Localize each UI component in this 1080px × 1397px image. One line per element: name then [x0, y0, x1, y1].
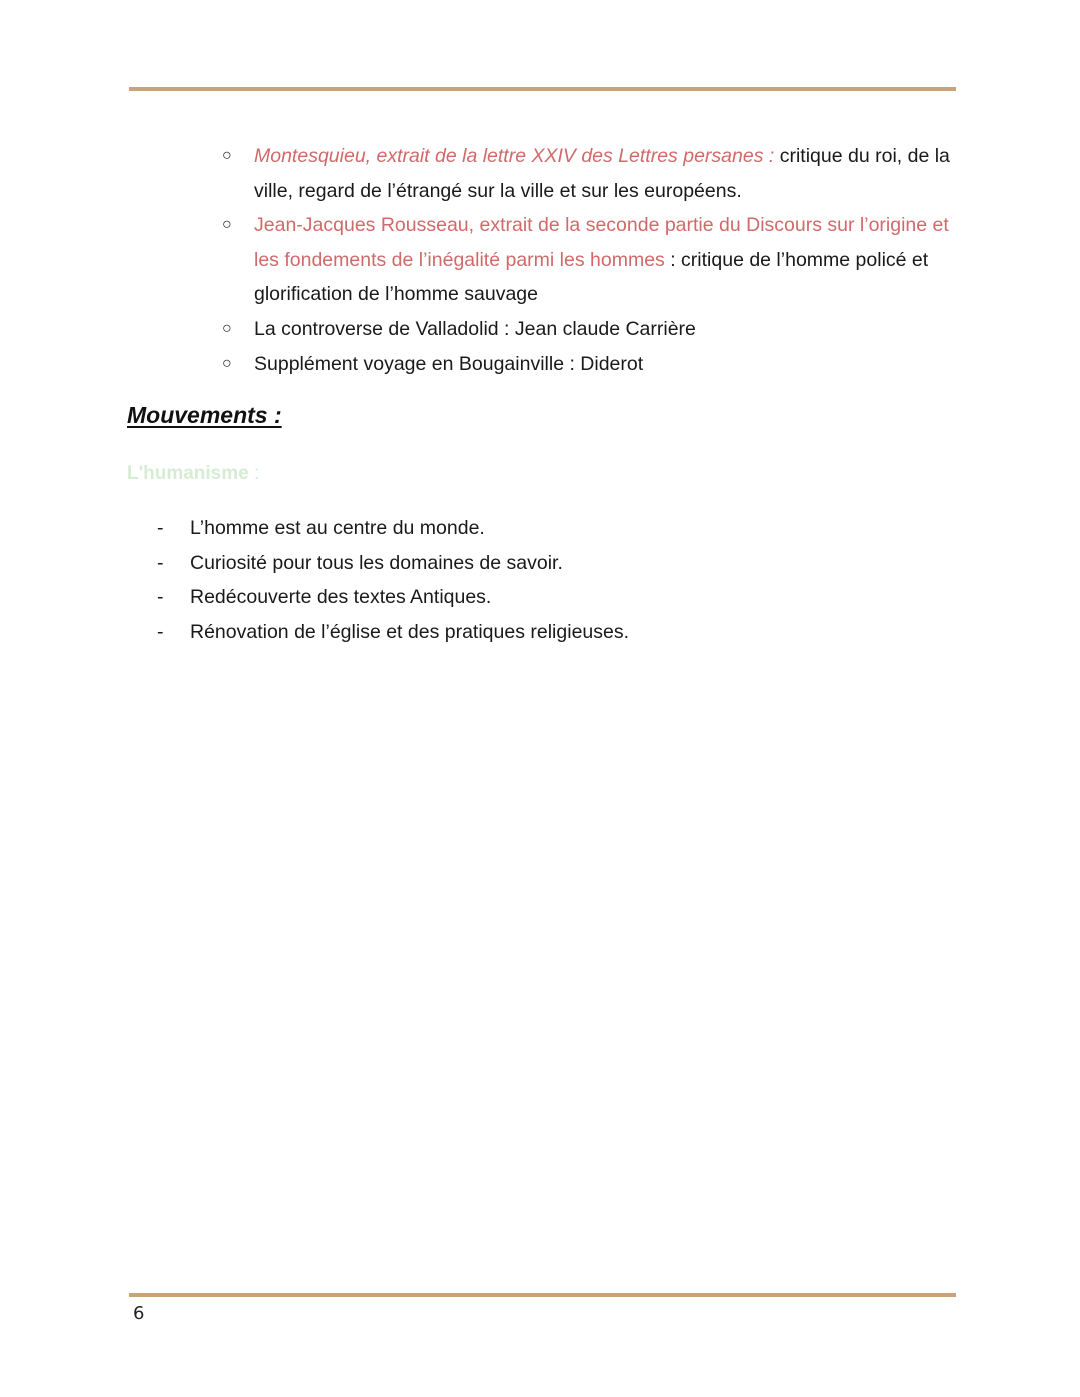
header-rule: [129, 87, 956, 91]
list-item-text: critique du roi, de la ville, regard de l’étrangé sur la ville et sur les européens.: [254, 145, 950, 202]
circle-bullet-icon: ○: [222, 354, 232, 372]
page-number: 6: [133, 1303, 145, 1324]
list-item-title: Montesquieu, extrait de la lettre XXIV des Lettres persanes :: [254, 145, 775, 167]
dash-bullet-icon: -: [157, 551, 164, 574]
humanism-list: [155, 511, 629, 649]
subsection-heading: [127, 463, 259, 485]
dash-bullet-icon: -: [157, 586, 164, 609]
list-item: [155, 615, 629, 650]
list-item-text: La controverse de Valladolid : Jean claude Carrière: [254, 317, 696, 340]
list-item: [155, 580, 629, 615]
list-item-text: : critique de l’homme policé et glorification de l’homme sauvage: [254, 248, 929, 306]
reading-list: [220, 139, 950, 381]
list-item-text: L’homme est au centre du monde.: [190, 517, 485, 539]
dash-bullet-icon: -: [157, 620, 164, 643]
list-item: [155, 546, 629, 581]
list-item: [220, 312, 950, 347]
list-item-text: Rénovation de l’église et des pratiques religieuses.: [190, 620, 630, 643]
section-heading: Mouvements :: [127, 402, 282, 428]
circle-bullet-icon: ○: [222, 319, 232, 337]
circle-bullet-icon: ○: [222, 147, 232, 164]
list-item: [220, 139, 950, 208]
list-item-text: Curiosité pour tous les domaines de savoir.: [190, 551, 563, 574]
circle-bullet-icon: ○: [222, 216, 232, 234]
list-item: [220, 347, 950, 382]
footer-rule: [129, 1293, 956, 1297]
subsection-heading-colon: :: [248, 463, 260, 484]
dash-bullet-icon: -: [157, 517, 164, 539]
list-item: [155, 511, 629, 546]
list-item-text: Redécouverte des textes Antiques.: [190, 586, 492, 609]
list-item: [220, 208, 950, 312]
list-item-title: Jean-Jacques Rousseau, extrait de la seconde partie du Discours sur l’origine et les fondements de l’inégalité parmi les hommes: [254, 214, 949, 271]
subsection-heading-text: L'humanisme: [127, 463, 249, 484]
list-item-text: Supplément voyage en Bougainville : Diderot: [254, 352, 644, 375]
